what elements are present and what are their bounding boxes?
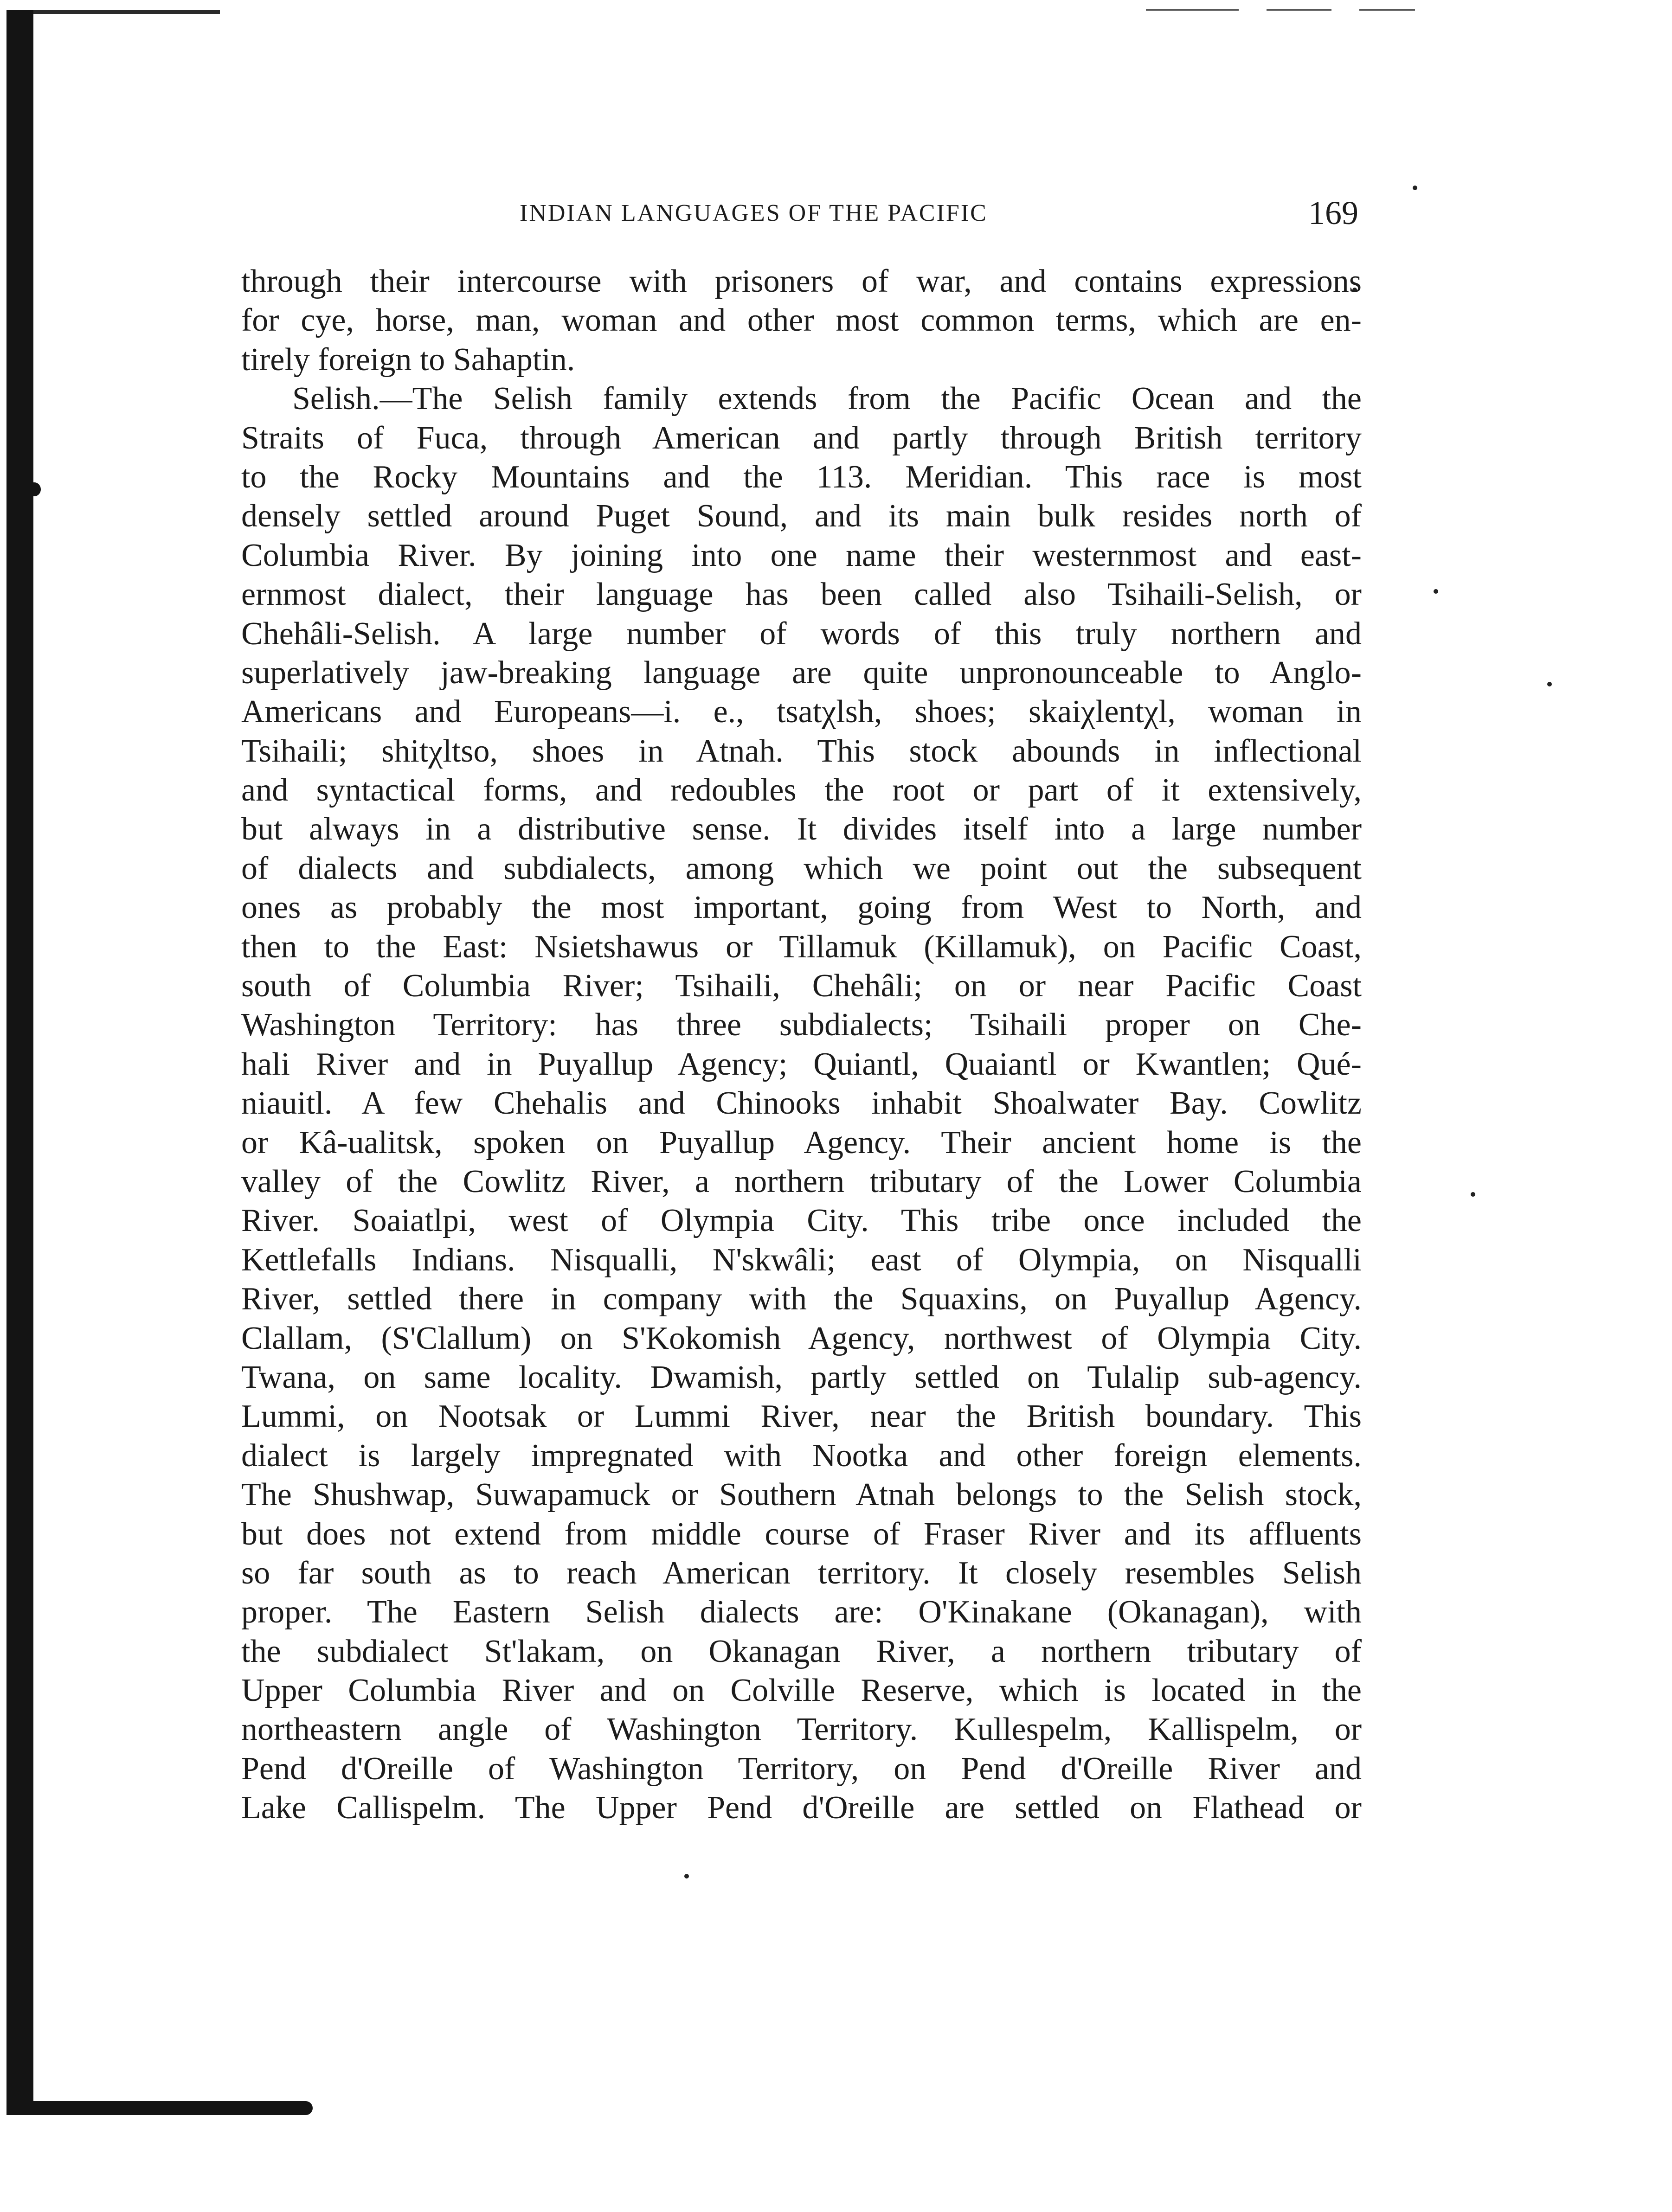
text-line: Americans and Europeans—i. e., tsatχlsh, shoes; skaiχlentχl, woman in — [241, 694, 1362, 730]
text-line: Columbia River. By joining into one name their westernmost and east- — [241, 537, 1362, 573]
text-line: valley of the Cowlitz River, a northern tributary of the Lower Columbia — [241, 1163, 1362, 1199]
text-line: the subdialect St'lakam, on Okanagan River, a northern tributary of — [241, 1633, 1362, 1669]
text-line: The Shushwap, Suwapamuck or Southern Atnah belongs to the Selish stock, — [241, 1477, 1362, 1513]
text-line: Chehâli-Selish. A large number of words of this truly northern and — [241, 616, 1362, 652]
scan-line — [1267, 9, 1331, 11]
scan-speck — [1471, 1192, 1475, 1197]
binding-edge — [6, 10, 33, 2114]
text-line: hali River and in Puyallup Agency; Quiantl, Quaiantl or Kwantlen; Qué- — [241, 1046, 1362, 1082]
body-text — [241, 262, 1362, 1828]
text-line: proper. The Eastern Selish dialects are: O'Kinakane (Okanagan), with — [241, 1594, 1362, 1630]
text-line: of dialects and subdialects, among which we point out the subsequent — [241, 850, 1362, 886]
binding-edge-bottom — [6, 2101, 313, 2115]
text-line: but always in a distributive sense. It divides itself into a large number — [241, 811, 1362, 847]
text-line: Clallam, (S'Clallum) on S'Kokomish Agency, northwest of Olympia City. — [241, 1320, 1362, 1356]
text-line: to the Rocky Mountains and the 113. Meridian. This race is most — [241, 459, 1362, 495]
text-line: Selish.—The Selish family extends from the Pacific Ocean and the — [292, 381, 1362, 417]
scan-line — [1146, 9, 1239, 11]
text-line: densely settled around Puget Sound, and its main bulk resides north of — [241, 498, 1362, 534]
text-line: or Kâ-ualitsk, spoken on Puyallup Agency. Their ancient home is the — [241, 1124, 1362, 1160]
text-line: River, settled there in company with the Squaxins, on Puyallup Agency. — [241, 1281, 1362, 1317]
text-line: Lummi, on Nootsak or Lummi River, near the British boundary. This — [241, 1398, 1362, 1435]
scan-speck — [1413, 186, 1417, 190]
text-line: for cye, horse, man, woman and other most common terms, which are en- — [241, 302, 1362, 339]
text-line: then to the East: Nsietshawus or Tillamuk (Killamuk), on Pacific Coast, — [241, 929, 1362, 965]
text-line: Kettlefalls Indians. Nisqualli, N'skwâli; east of Olympia, on Nisqualli — [241, 1242, 1362, 1278]
text-line: River. Soaiatlpi, west of Olympia City. This tribe once included the — [241, 1203, 1362, 1239]
scan-speck — [1434, 589, 1438, 594]
text-line: south of Columbia River; Tsihaili, Chehâli; on or near Pacific Coast — [241, 968, 1362, 1004]
text-line: ernmost dialect, their language has been called also Tsihaili-Selish, or — [241, 577, 1362, 613]
binding-edge-mark — [28, 482, 41, 496]
text-line: dialect is largely impregnated with Nootka and other foreign elements. — [241, 1437, 1362, 1474]
text-line: and syntactical forms, and redoubles the root or part of it extensively, — [241, 772, 1362, 808]
text-line: through their intercourse with prisoners of war, and contains expressions — [241, 263, 1362, 299]
text-line: Straits of Fuca, through American and partly through British territory — [241, 420, 1362, 456]
text-line: but does not extend from middle course of Fraser River and its affluents — [241, 1516, 1362, 1552]
text-line: Upper Columbia River and on Colville Reserve, which is located in the — [241, 1673, 1362, 1709]
text-line: ones as probably the most important, going from West to North, and — [241, 890, 1362, 926]
binding-edge-top — [6, 10, 220, 14]
text-line: niauitl. A few Chehalis and Chinooks inhabit Shoalwater Bay. Cowlitz — [241, 1085, 1362, 1122]
running-title: INDIAN LANGUAGES OF THE PACIFIC — [520, 200, 988, 226]
text-line: Twana, on same locality. Dwamish, partly settled on Tulalip sub-agency. — [241, 1359, 1362, 1395]
text-line: Lake Callispelm. The Upper Pend d'Oreille are settled on Flathead or — [241, 1790, 1362, 1826]
text-line: tirely foreign to Sahaptin. — [241, 341, 575, 378]
text-line: Tsihaili; shitχltso, shoes in Atnah. This stock abounds in inflectional — [241, 733, 1362, 769]
page-number: 169 — [1308, 194, 1358, 231]
text-line: northeastern angle of Washington Territory. Kullespelm, Kallispelm, or — [241, 1712, 1362, 1748]
scan-speck — [1547, 682, 1552, 686]
text-line: Pend d'Oreille of Washington Territory, on Pend d'Oreille River and — [241, 1750, 1362, 1787]
text-line: superlatively jaw-breaking language are quite unpronounceable to Anglo- — [241, 654, 1362, 691]
scan-line — [1359, 9, 1415, 11]
text-line: Washington Territory: has three subdialects; Tsihaili proper on Che- — [241, 1007, 1362, 1043]
text-line: so far south as to reach American territory. It closely resembles Selish — [241, 1555, 1362, 1591]
scan-speck — [684, 1874, 689, 1879]
